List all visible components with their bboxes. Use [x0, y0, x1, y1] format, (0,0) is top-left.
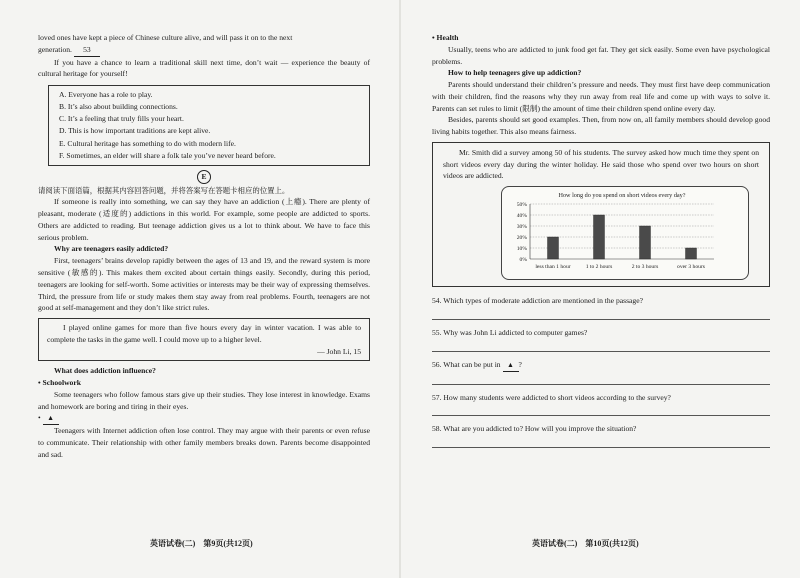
intro-line: loved ones have kept a piece of Chinese culture alive, and will pass it on to the next: [38, 33, 293, 42]
survey-text: Mr. Smith did a survey among 50 of his students. The survey asked how much time they spent on short videos every day during the winter holiday. He said those who spend over two hours on short videos are addicted.: [443, 147, 759, 181]
quote-text: I played online games for more than five hours every day in winter vacation. I was able to complete the tasks in the game well. I could move up to a higher level.: [47, 323, 361, 344]
bullet-blank: [38, 412, 370, 425]
left-page: [0, 0, 398, 578]
section-e-label: E: [197, 170, 211, 184]
chart-title: How long do you spend on short videos every day?: [558, 192, 686, 200]
heading-influence: What does addiction influence?: [54, 366, 156, 376]
y-tick-label: 10%: [516, 246, 527, 253]
x-tick-label: over 3 hours: [677, 264, 705, 271]
y-tick-label: 0%: [519, 257, 527, 264]
paragraph-heritage: If you have a chance to learn a traditional skill next time, don’t wait — experience the beauty of cultural heritage for yourself!: [38, 57, 370, 79]
paragraph-schoolwork: Some teenagers who follow famous stars give up their studies. They lose interest in knowledge. Exams and homework are boring and tiring in their eyes.: [38, 389, 370, 411]
answer-line-58[interactable]: [432, 435, 770, 448]
bullet-dot: •: [38, 413, 41, 423]
x-tick-label: 2 to 3 hours: [631, 264, 659, 271]
question-55: [432, 327, 770, 352]
x-tick-label: 1 to 2 hours: [585, 264, 613, 271]
question-54: [432, 295, 770, 320]
paragraph-health: Usually, teens who are addicted to junk food get fat. They get sick easily. Some even have psychological problems.: [432, 44, 770, 66]
question-58: [432, 423, 770, 448]
option-f: F. Sometimes, an elder will share a folk tale you’ve never heard before.: [59, 150, 276, 160]
question-56-line: [432, 359, 770, 372]
intro-line-2: generation.: [38, 44, 72, 54]
bullet-schoolwork: • Schoolwork: [38, 378, 81, 388]
option-e: E. Cultural heritage has something to do with modern life.: [59, 138, 236, 148]
paragraph-reasons: First, teenagers’ brains develop rapidly between the ages of 13 and 19, and the reward system is more sensitive (敏感的). This makes them excited about certain things easily. Secondly, during this period, teenagers are looking for self-worth. Some activities or interests may be their way of expressing themselves. Third, the pressure from life or study makes them stay away from real problems. Fourth, teenagers are not good at self-management and they don’t like strict rules.: [38, 256, 370, 313]
question-54-text: 54. Which types of moderate addiction are mentioned in the passage?: [432, 296, 643, 306]
answer-line-57[interactable]: [432, 403, 770, 416]
answer-line-55[interactable]: [432, 339, 770, 352]
triangle-blank-icon: ▲: [43, 413, 59, 425]
bar: [548, 237, 559, 259]
option-a: A. Everyone has a role to play.: [59, 90, 153, 100]
option-d: D. This is how important traditions are kept alive.: [59, 126, 211, 136]
bar: [594, 215, 605, 259]
page-gutter: [399, 0, 401, 578]
triangle-blank-icon: ▲: [503, 360, 519, 372]
y-tick-label: 50%: [516, 202, 527, 209]
question-56: [432, 359, 770, 385]
y-tick-label: 40%: [516, 213, 527, 220]
paragraph-examples: Besides, parents should set good examples. Then, from now on, all family members should develop good living habits together. This also means fairness.: [432, 115, 770, 137]
quote-box: [38, 318, 370, 361]
question-56-tail: ?: [518, 359, 522, 369]
bar: [640, 226, 651, 259]
y-tick-label: 20%: [516, 235, 527, 242]
section-mark: [38, 170, 370, 184]
intro-line-end: [38, 44, 370, 57]
survey-box: [432, 142, 770, 287]
survey-chart: [501, 186, 749, 280]
blank-53: 53: [74, 44, 100, 57]
answer-line-56[interactable]: [432, 372, 770, 385]
y-tick-label: 30%: [516, 224, 527, 231]
question-57-text: 57. How many students were addicted to short videos according to the survey?: [432, 392, 671, 402]
instruction: 请阅读下面语篇，根据其内容回答问题，并将答案写在答题卡相应的位置上。: [38, 185, 290, 195]
options-box: [48, 85, 370, 166]
option-b: B. It’s also about building connections.: [59, 102, 178, 112]
paragraph-family: Teenagers with Internet addiction often lose control. They may argue with their parents or even refuse to communicate. Their relationship with other family members breaks down. Parents become disappointed and sad.: [38, 426, 370, 459]
bar-chart: [502, 187, 722, 279]
question-56-text: 56. What can be put in: [432, 359, 501, 369]
right-page: [402, 0, 800, 578]
paragraph-addiction-intro: If someone is really into something, we can say they have an addiction (上瘾). There are plenty of pleasant, moderate (适度的) addictions in this world. For example, some people are addicted to sports. Others are addicted to reading. But teenage addiction gives us a lot to think about. We have to face this serious problem.: [38, 197, 370, 242]
heading-why: Why are teenagers easily addicted?: [54, 244, 169, 254]
x-tick-label: less than 1 hour: [535, 264, 571, 271]
bar: [686, 248, 697, 259]
question-58-text: 58. What are you addicted to? How will you improve the situation?: [432, 424, 637, 434]
question-57: [432, 392, 770, 417]
bullet-health: • Health: [432, 33, 459, 42]
quote-signature: — John Li, 15: [317, 346, 361, 356]
heading-help: How to help teenagers give up addiction?: [448, 68, 582, 78]
answer-line-54[interactable]: [432, 307, 770, 320]
option-c: C. It’s a feeling that truly fills your heart.: [59, 114, 184, 124]
question-55-text: 55. Why was John Li addicted to computer games?: [432, 327, 588, 337]
paragraph-parents: Parents should understand their children’s pressure and needs. They must first have deep communication with their children, find the reasons why they run away from real life and come up with ways to solve it. Parents can set rules to limit (限制) the amount of time their children spend online every day.: [432, 80, 770, 113]
right-footer: 英语试卷(二) 第10页(共12页): [532, 539, 639, 548]
left-footer: 英语试卷(二) 第9页(共12页): [150, 539, 253, 548]
